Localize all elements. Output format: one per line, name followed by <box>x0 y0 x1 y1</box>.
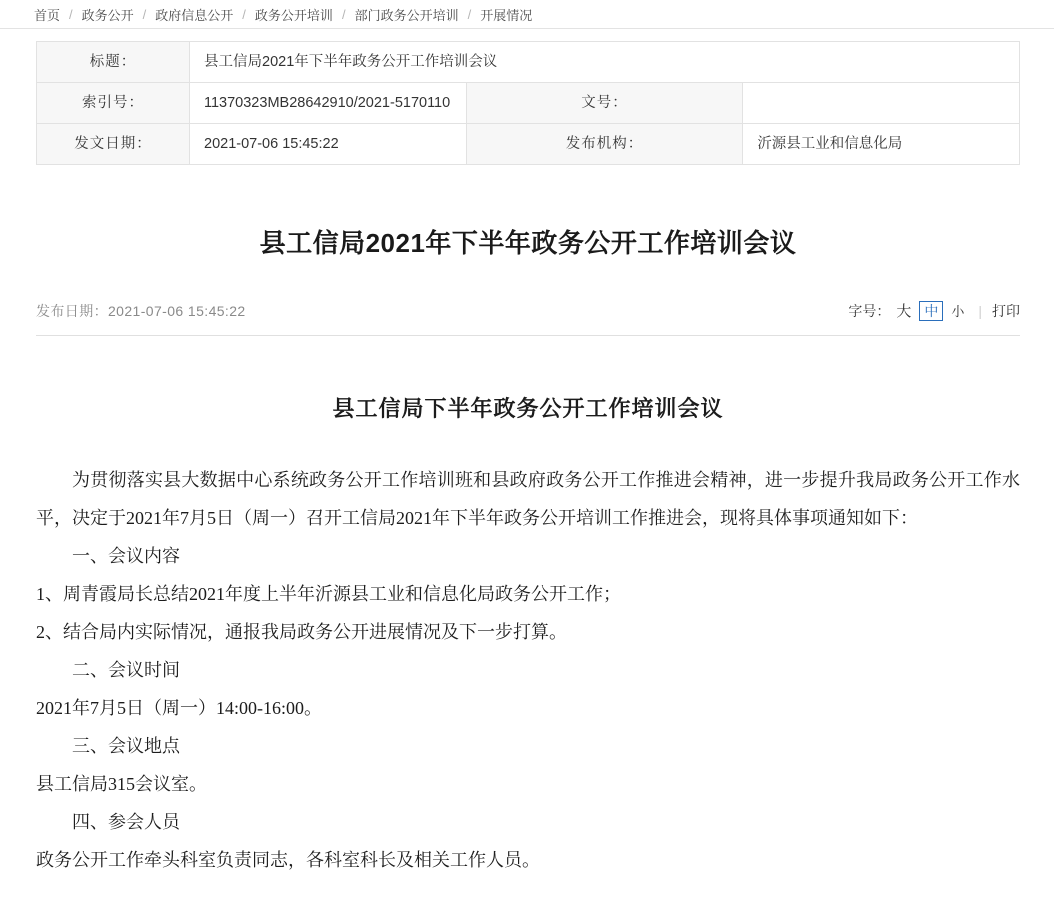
meta-label-docnumber: 文号： <box>466 83 743 124</box>
paragraph: 2、结合局内实际情况，通报我局政务公开进展情况及下一步打算。 <box>36 622 567 642</box>
meta-label-issuer: 发布机构： <box>466 124 743 165</box>
page-content <box>0 41 1054 879</box>
article <box>36 223 1020 879</box>
paragraph: 2021年7月5日（周一）14:00-16:00。 <box>36 698 322 718</box>
article-body <box>36 392 1020 879</box>
font-size-label: 字号： <box>848 302 891 319</box>
paragraph: 1、周青霞局长总结2021年度上半年沂源县工业和信息化局政务公开工作； <box>36 584 621 604</box>
breadcrumb-separator: / <box>467 6 472 22</box>
breadcrumb-separator: / <box>341 6 346 22</box>
article-toolbar <box>36 300 1020 336</box>
paragraph: 县工信局315会议室。 <box>36 774 207 794</box>
breadcrumb-separator: / <box>242 6 246 22</box>
page-title: 县工信局2021年下半年政务公开工作培训会议 <box>259 228 797 258</box>
paragraph: 三、会议地点 <box>72 736 180 756</box>
paragraph: 二、会议时间 <box>72 660 180 680</box>
meta-value-issuer: 沂源县工业和信息化局 <box>743 124 1020 165</box>
document-heading: 县工信局下半年政务公开工作培训会议 <box>332 396 724 421</box>
paragraph: 一、会议内容 <box>72 546 180 566</box>
breadcrumb-divider <box>0 28 1054 29</box>
breadcrumb-separator: / <box>69 6 73 22</box>
breadcrumb <box>0 0 1054 28</box>
meta-value-issuedate: 2021-07-06 15:45:22 <box>190 124 467 165</box>
print-button[interactable]: 打印 <box>992 302 1020 319</box>
breadcrumb-item-department-training[interactable]: 部门政务公开培训 <box>354 7 459 23</box>
toolbar-divider: | <box>978 302 982 319</box>
meta-value-title: 县工信局2021年下半年政务公开工作培训会议 <box>190 42 1020 83</box>
paragraph: 四、参会人员 <box>72 812 180 832</box>
table-row <box>37 42 1020 83</box>
breadcrumb-item-info-disclosure[interactable]: 政府信息公开 <box>155 7 234 23</box>
breadcrumb-item-current: 开展情况 <box>480 7 533 23</box>
breadcrumb-item-home[interactable]: 首页 <box>34 7 61 23</box>
table-row <box>37 83 1020 124</box>
font-size-tools <box>848 300 1020 321</box>
breadcrumb-item-training[interactable]: 政务公开培训 <box>254 7 333 23</box>
paragraph: 为贯彻落实县大数据中心系统政务公开工作培训班和县政府政务公开工作推进会精神，进一步提升我局政务公开工作水平，决定于2021年7月5日（周一）召开工信局2021年下半年政务公开培训工作推进会，现将具体事项通知如下： <box>36 470 1020 528</box>
meta-label-index: 索引号： <box>37 83 190 124</box>
table-row <box>37 124 1020 165</box>
font-size-large-button[interactable]: 大 <box>896 303 912 320</box>
breadcrumb-separator: / <box>142 6 147 22</box>
paragraph: 政务公开工作牵头科室负责同志，各科室科长及相关工作人员。 <box>36 850 540 870</box>
meta-label-title: 标题： <box>37 42 190 83</box>
meta-value-docnumber <box>743 83 1020 124</box>
meta-label-issuedate: 发文日期： <box>37 124 190 165</box>
document-meta-table <box>36 41 1020 165</box>
meta-value-index: 11370323MB28642910/2021-5170110 <box>190 83 467 124</box>
breadcrumb-item-government-affairs[interactable]: 政务公开 <box>81 7 134 23</box>
font-size-small-button[interactable]: 小 <box>951 304 965 319</box>
font-size-medium-button[interactable]: 中 <box>919 301 943 321</box>
publish-date: 发布日期：2021-07-06 15:45:22 <box>36 302 246 319</box>
